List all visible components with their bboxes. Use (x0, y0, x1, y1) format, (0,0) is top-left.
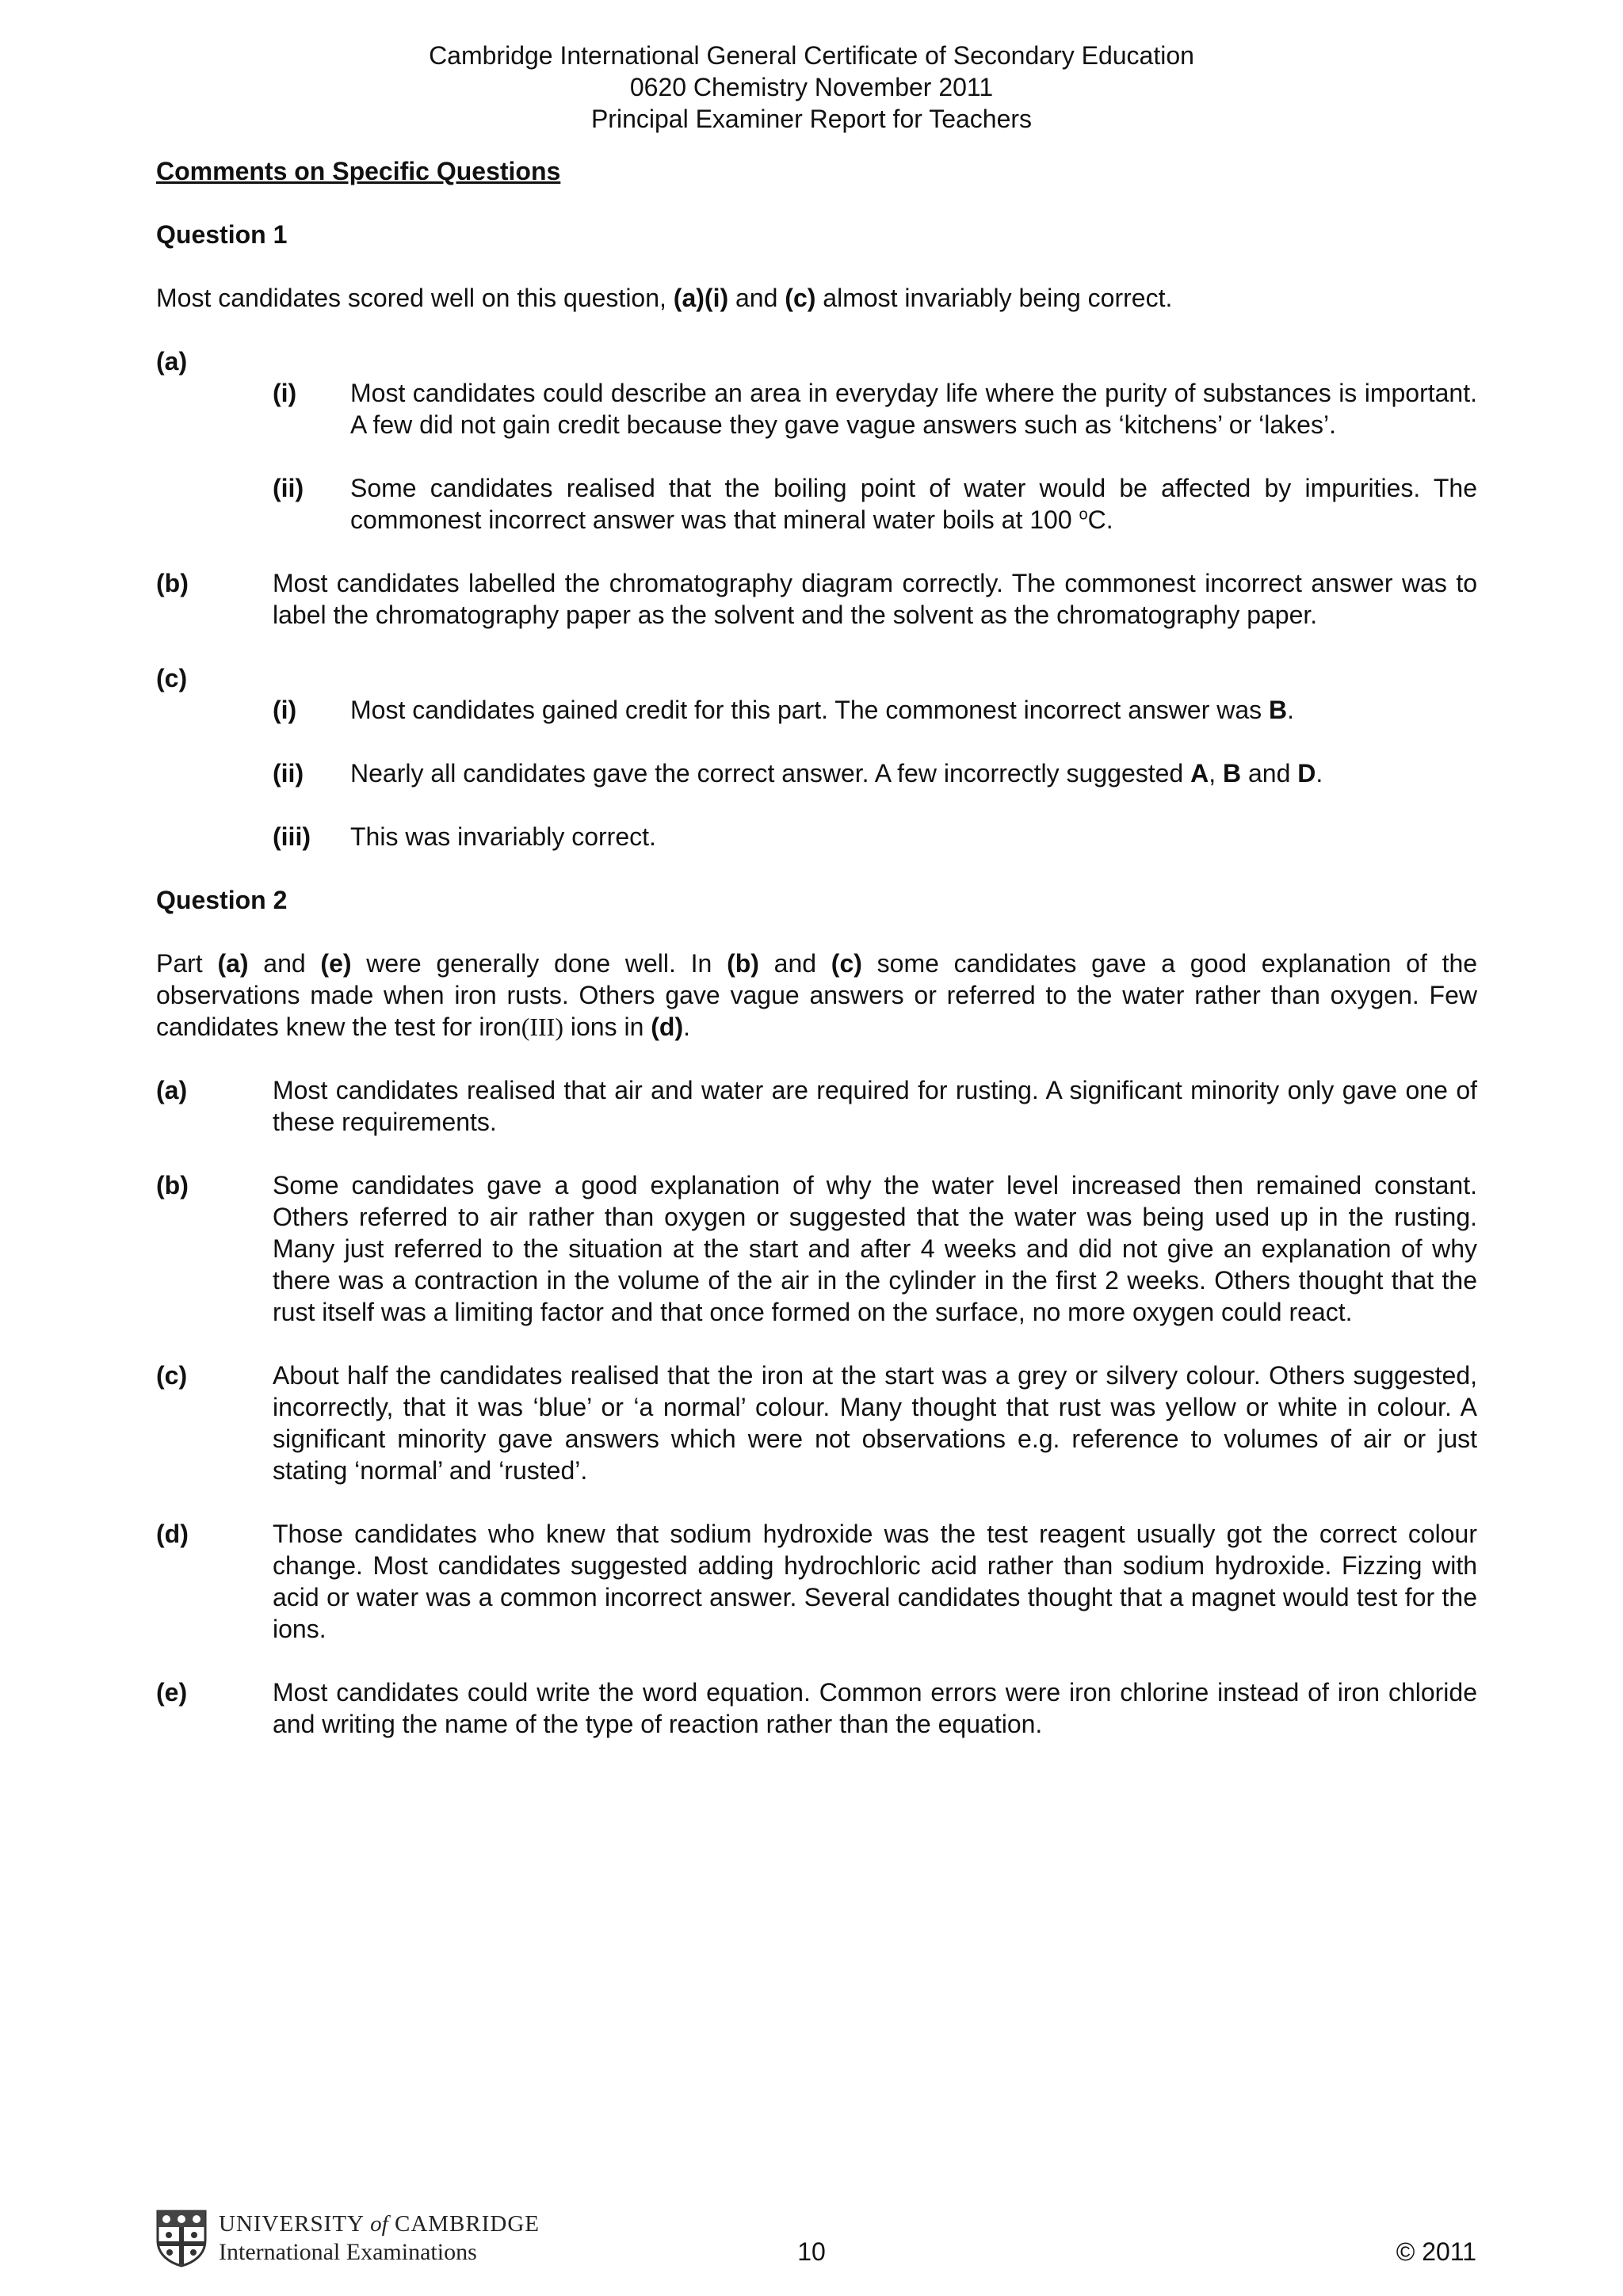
part-label: (d) (156, 1520, 189, 1548)
cambridge-crest-icon (155, 2209, 208, 2267)
part-text: Most candidates realised that air and water are required for rusting. A significant minority only gave one of these requirements. (273, 1076, 1477, 1136)
cambridge-logo (155, 2209, 540, 2272)
subpart-label: (iii) (273, 822, 311, 851)
subpart-text: Nearly all candidates gave the correct answer. A few incorrectly suggested A, B and D. (350, 759, 1323, 788)
q1-part-a-subparts (273, 377, 1477, 536)
q1-part-c-subparts (273, 694, 1477, 852)
report-header (0, 40, 1623, 135)
part-text: About half the candidates realised that the iron at the start was a grey or silvery colour. Others suggested, incorrectly, that it was ‘blue’ or ‘a normal’ colour. Many thought that rust was yellow or white in colour. A significant minority gave answers which were not observations e.g. reference to volumes of air or just stating ‘normal’ and ‘rusted’. (273, 1361, 1477, 1485)
part-label: (e) (156, 1678, 188, 1707)
q2-part-a (156, 1074, 1477, 1138)
part-label: (b) (156, 569, 189, 597)
question-1-title: Question 1 (156, 220, 288, 249)
part-text: Most candidates labelled the chromatography diagram correctly. The commonest incorrect answer was to label the chromatography paper as the solvent and the solvent as the chromatography paper. (273, 569, 1477, 629)
page-number: 10 (797, 2237, 826, 2266)
subpart-text: Most candidates gained credit for this part. The commonest incorrect answer was B. (350, 696, 1295, 724)
question-2-title: Question 2 (156, 886, 288, 914)
q1-part-a-i (273, 377, 1477, 441)
part-label: (c) (156, 664, 188, 692)
subpart-text: Some candidates realised that the boiling point of water would be affected by impurities. The commonest incorrect answer was that mineral water boils at 100 $^o$C. (350, 474, 1477, 534)
q2-part-b (156, 1169, 1477, 1328)
section-heading: Comments on Specific Questions (156, 157, 561, 185)
q1-part-c-ii (273, 757, 1477, 789)
subpart-text: Most candidates could describe an area in everyday life where the purity of substances is important. A few did not gain credit because they gave vague answers such as ‘kitchens’ or ‘lakes’. (350, 379, 1477, 439)
part-text: Those candidates who knew that sodium hydroxide was the test reagent usually got the correct colour change. Most candidates suggested adding hydrochloric acid rather than sodium hydroxide. Fizzing with acid or water was a common incorrect answer. Several candidates thought that a magnet would test for the ions. (273, 1520, 1477, 1643)
question-1-intro: Most candidates scored well on this question, (a)(i) and (c) almost invariably being correct. (156, 284, 1173, 312)
header-line-2: 0620 Chemistry November 2011 (629, 73, 994, 101)
q1-part-c-iii (273, 821, 1477, 852)
q2-part-d (156, 1518, 1477, 1645)
international-examinations: International Examinations (219, 2239, 477, 2265)
subpart-label: (i) (273, 379, 297, 407)
header-line-1: Cambridge International General Certificate of Secondary Education (429, 41, 1194, 70)
part-text: Some candidates gave a good explanation of why the water level increased then remained constant. Others referred to air rather than oxygen or suggested that the water was being used up in the rusting. Many just referred to the situation at the start and after 4 weeks and did not give an explanation of why there was a contraction in the volume of the air in the cylinder in the first 2 weeks. Others thought that the rust itself was a limiting factor and that once formed on the surface, no more oxygen could react. (273, 1171, 1477, 1326)
subpart-label: (ii) (273, 759, 304, 788)
q2-part-e (156, 1676, 1477, 1740)
q1-part-c (156, 662, 1477, 852)
q1-part-a-ii (273, 472, 1477, 536)
subpart-label: (i) (273, 696, 297, 724)
part-label: (b) (156, 1171, 189, 1199)
part-label: (a) (156, 347, 188, 376)
q1-part-b (156, 567, 1477, 631)
q1-part-a (156, 345, 1477, 536)
question-2-intro: Part (a) and (e) were generally done well. In (b) and (c) some candidates gave a good explanation of the observations made when iron rusts. Others gave vague answers or referred to the water rather than oxygen. Few candidates knew the test for iron(III) ions in (d). (156, 949, 1478, 1041)
header-line-3: Principal Examiner Report for Teachers (590, 105, 1033, 133)
subpart-text: This was invariably correct. (350, 822, 656, 851)
copyright: © 2011 (1396, 2237, 1476, 2266)
subpart-label: (ii) (273, 474, 304, 502)
part-label: (a) (156, 1076, 188, 1104)
university-name: UNIVERSITY of CAMBRIDGE (219, 2211, 540, 2237)
part-label: (c) (156, 1361, 188, 1390)
q2-part-c (156, 1360, 1477, 1486)
report-body (156, 155, 1477, 1772)
q1-part-c-i (273, 694, 1477, 726)
part-text: Most candidates could write the word equation. Common errors were iron chlorine instead of iron chloride and writing the name of the type of reaction rather than the equation. (273, 1678, 1477, 1738)
